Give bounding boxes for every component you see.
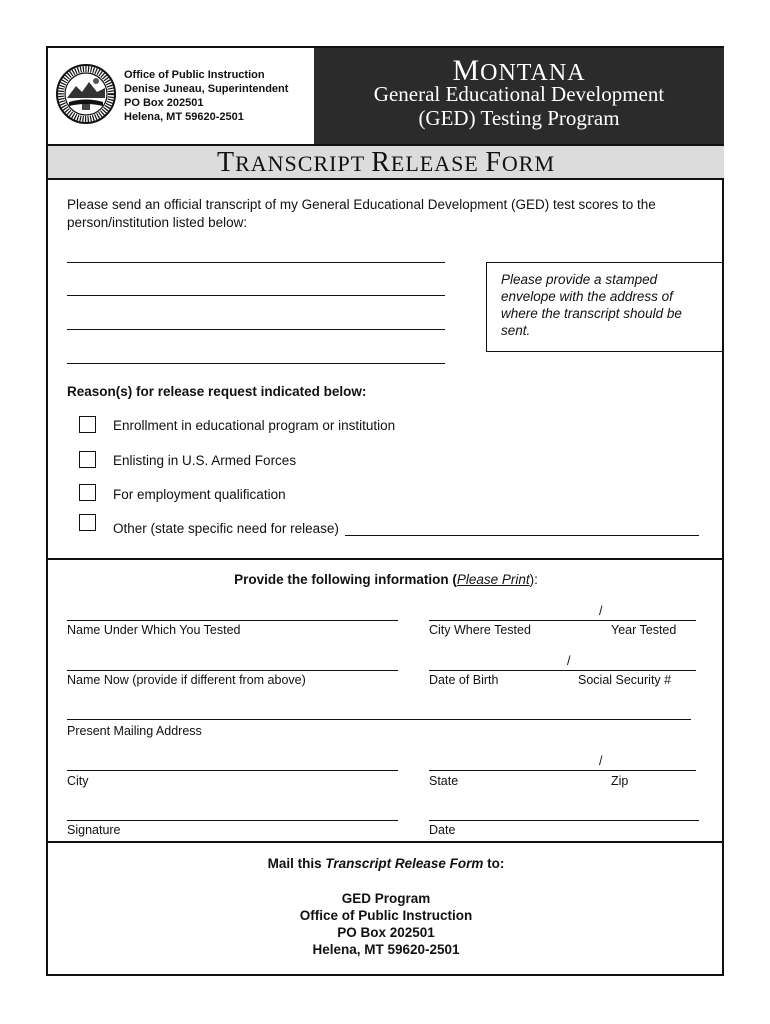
- reasons-heading: Reason(s) for release request indicated below:: [67, 384, 367, 399]
- program-title-line1: General Educational Development: [373, 82, 665, 106]
- form-title-part: RANSCRIPT: [235, 151, 372, 176]
- mail-heading-italic: Transcript Release Form: [325, 856, 484, 871]
- slash: /: [599, 604, 603, 618]
- recipient-line-2[interactable]: [67, 295, 445, 296]
- name-now-line[interactable]: [67, 670, 398, 671]
- name-now-label: Name Now (provide if different from above): [67, 673, 306, 687]
- info-heading-italic: Please Print: [456, 572, 530, 587]
- office-address: [124, 68, 288, 124]
- intro-line: person/institution listed below:: [67, 215, 248, 230]
- name-tested-label: Name Under Which You Tested: [67, 623, 241, 637]
- mail-heading-suffix: to:: [483, 856, 505, 871]
- state-zip-line[interactable]: [429, 770, 696, 771]
- recipient-line-1[interactable]: [67, 262, 445, 263]
- info-heading-prefix: Provide the following information (: [234, 572, 457, 587]
- checkbox-armed-forces[interactable]: [79, 451, 96, 468]
- ssn-label: Social Security #: [578, 673, 672, 687]
- city-line[interactable]: [67, 770, 398, 771]
- mail-heading: [48, 856, 724, 871]
- slash: /: [567, 654, 571, 668]
- form-title: [48, 144, 724, 180]
- zip-label: Zip: [611, 774, 629, 788]
- header-office-block: [48, 48, 314, 144]
- signature-label: Signature: [67, 823, 121, 837]
- checkbox-employment[interactable]: [79, 484, 96, 501]
- recipient-line-4[interactable]: [67, 363, 445, 364]
- address-line[interactable]: [67, 719, 691, 720]
- dob-ssn-line[interactable]: [429, 670, 696, 671]
- city-label: City: [67, 774, 89, 788]
- mail-line: Office of Public Instruction: [299, 908, 473, 923]
- intro-text: [67, 196, 656, 232]
- mail-line: Helena, MT 59620-2501: [312, 942, 460, 957]
- state-title-rest: ONTANA: [480, 60, 586, 86]
- year-tested-label: Year Tested: [611, 623, 677, 637]
- mail-address: [48, 890, 724, 958]
- montana-state-seal-icon: [56, 64, 116, 124]
- date-label: Date: [429, 823, 456, 837]
- state-title-initial: M: [452, 54, 481, 87]
- form-title-initial: R: [371, 147, 391, 178]
- name-tested-line[interactable]: [67, 620, 398, 621]
- city-tested-label: City Where Tested: [429, 623, 531, 637]
- info-heading-suffix: ):: [529, 572, 538, 587]
- intro-line: Please send an official transcript of my General Educational Development (GED) test scores to the: [67, 197, 656, 212]
- reason-label-other: Other (state specific need for release): [113, 521, 339, 536]
- mail-heading-prefix: Mail this: [267, 856, 326, 871]
- checkbox-other[interactable]: [79, 514, 96, 531]
- info-heading: [48, 572, 724, 587]
- form-frame: [46, 46, 724, 976]
- reason-label-employment: For employment qualification: [113, 487, 286, 502]
- stamped-envelope-note: Please provide a stamped envelope with the address of where the transcript should be sent.: [486, 262, 724, 352]
- form-title-part: ORM: [501, 151, 556, 176]
- state-label: State: [429, 774, 459, 788]
- checkbox-enrollment[interactable]: [79, 416, 96, 433]
- dob-label: Date of Birth: [429, 673, 499, 687]
- slash: /: [599, 754, 603, 768]
- city-year-tested-line[interactable]: [429, 620, 696, 621]
- section-divider: [48, 558, 724, 560]
- mail-line: PO Box 202501: [337, 925, 435, 940]
- office-line: Helena, MT 59620-2501: [124, 111, 244, 123]
- date-line[interactable]: [429, 820, 699, 821]
- program-title-line2: (GED) Testing Program: [418, 106, 620, 130]
- header-program-block: [314, 48, 724, 144]
- office-line: Denise Juneau, Superintendent: [124, 83, 289, 95]
- form-title-initial: T: [216, 147, 236, 178]
- form-title-initial: F: [485, 147, 502, 178]
- address-label: Present Mailing Address: [67, 724, 202, 738]
- section-divider: [48, 841, 724, 843]
- office-line: PO Box 202501: [124, 97, 204, 109]
- signature-line[interactable]: [67, 820, 398, 821]
- reason-label-armed-forces: Enlisting in U.S. Armed Forces: [113, 453, 297, 468]
- reason-label-enrollment: Enrollment in educational program or institution: [113, 418, 396, 433]
- recipient-line-3[interactable]: [67, 329, 445, 330]
- other-reason-line[interactable]: [345, 535, 699, 536]
- office-line: Office of Public Instruction: [124, 69, 265, 81]
- form-title-part: ELEASE: [390, 151, 486, 176]
- mail-line: GED Program: [341, 891, 431, 906]
